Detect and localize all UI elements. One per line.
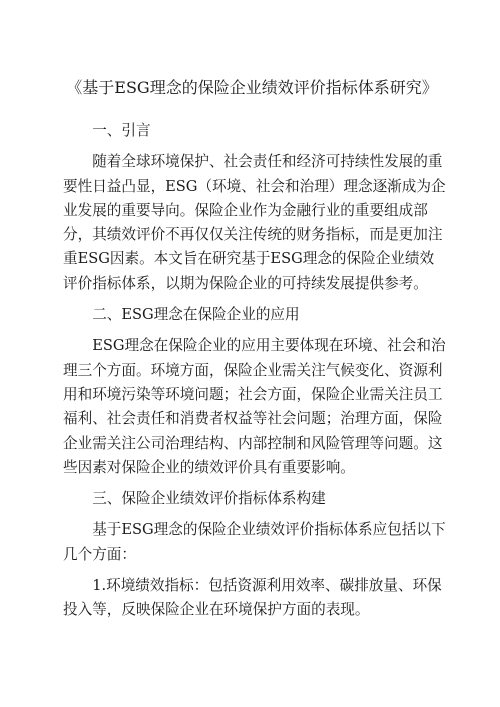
section-heading-indicator-system: 三、保险企业绩效评价指标体系构建 (92, 490, 326, 508)
section-heading-esg-application: 二、ESG理念在保险企业的应用 (92, 306, 300, 324)
document-title: 《基于ESG理念的保险企业绩效评价指标体系研究》 (66, 78, 438, 97)
paragraph-environmental-indicators: 1.环境绩效指标：包括资源利用效率、碳排放量、环保投入等，反映保险企业在环境保护方面的表现。 (63, 577, 442, 619)
section-heading-introduction: 一、引言 (92, 122, 151, 139)
paragraph-esg-application: ESG理念在保险企业的应用主要体现在环境、社会和治理三个方面。环境方面，保险企业需关注气候变化、资源利用和环境污染等环境问题；社会方面，保险企业需关注员工福利、社会责任和消费者权益等社会问题；治理方面，保险企业需关注公司治理结构、内部控制和风险管理等问题。这些因素对保险企业的绩效评价具有重要影响。 (63, 337, 446, 476)
paragraph-indicator-system-intro: 基于ESG理念的保险企业绩效评价指标体系应包括以下几个方面： (63, 521, 446, 563)
document-body (63, 119, 447, 630)
paragraph-introduction: 随着全球环境保护、社会责任和经济可持续性发展的重要性日益凸显，ESG（环境、社会和治理）理念逐渐成为企业发展的重要导向。保险企业作为金融行业的重要组成部分，其绩效评价不再仅仅关注传统的财务指标，而是更加注重ESG因素。本文旨在研究基于ESG理念的保险企业绩效评价指标体系，以期为保险企业的可持续发展提供参考。 (63, 153, 446, 292)
